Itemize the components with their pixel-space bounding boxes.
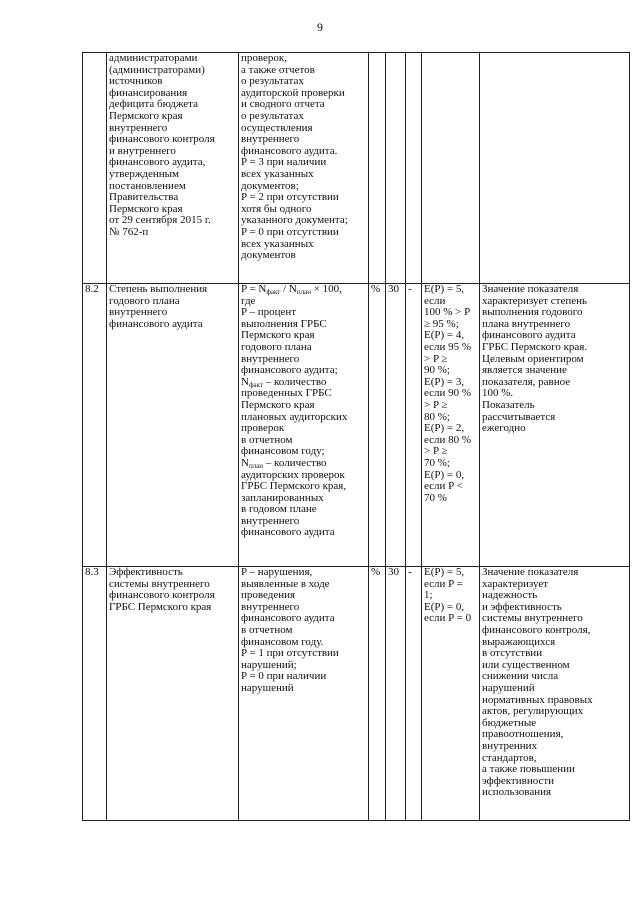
text-line: > P ≥ <box>424 352 448 365</box>
text-line: 90 %; <box>424 364 450 377</box>
cell-scale <box>422 284 480 567</box>
text-line: выражающихся <box>482 635 556 648</box>
text-line: если P = 0 <box>424 612 472 625</box>
text-line: P = 3 при наличии <box>241 156 327 169</box>
formula-nfact-definition <box>241 388 366 458</box>
cell-unit <box>369 53 386 284</box>
text-line: финансовом году. <box>241 635 324 648</box>
text-line: Пермского края <box>109 109 183 122</box>
cell-formula <box>239 567 369 821</box>
text-line: E(P) = 2, <box>424 422 465 435</box>
text-line: годового плана <box>241 340 312 353</box>
text-line: эффективности <box>482 774 555 787</box>
text-line: 80 %; <box>424 410 450 423</box>
cell-number: 8.2 <box>83 284 107 567</box>
text-line: характеризует <box>482 577 549 590</box>
text-line: системы внутреннего <box>482 612 583 625</box>
text-line: 1; <box>424 589 433 602</box>
table-row <box>83 53 630 284</box>
cell-description <box>480 53 630 284</box>
text-line: системы внутреннего <box>109 577 210 590</box>
text-line: в отчетном <box>241 433 293 446</box>
text-line: если P = <box>424 577 463 590</box>
text-line: и эффективность <box>482 600 562 613</box>
text-line: постановлением <box>109 179 186 192</box>
text-line: внутреннего <box>241 514 300 527</box>
text-line: финансового контроля <box>109 133 215 146</box>
text-line: если 90 % <box>424 387 472 400</box>
text-line: в отчетном <box>241 623 293 636</box>
text-line: показателя, равное <box>482 375 571 388</box>
text-line: плановых аудиторских <box>241 410 348 423</box>
text-line: бюджетные <box>482 716 537 729</box>
text-line: аудиторской проверки <box>241 86 345 99</box>
text-line: рассчитывается <box>482 410 556 423</box>
text-line: внутреннего <box>109 306 168 319</box>
text-line: если 95 % <box>424 340 472 353</box>
text-line: а также повышении <box>482 763 575 776</box>
cell-indicator-name <box>107 53 239 284</box>
text-line: E(P) = 4, <box>424 329 465 342</box>
text-line: Степень выполнения <box>109 283 208 295</box>
cell-number: 8.3 <box>83 567 107 821</box>
text-line: о результатах <box>241 109 304 122</box>
text-line: ГРБС Пермского края, <box>241 480 347 493</box>
text-line: 70 % <box>424 491 447 504</box>
text-line: E(P) = 3, <box>424 375 465 388</box>
text-line: запланированных <box>241 491 324 504</box>
text-line: характеризует степень <box>482 294 588 307</box>
text-line: внутреннего <box>109 121 168 134</box>
cell-scale <box>422 567 480 821</box>
formula-expression: $P = N_{факт} / N_{план} \times 100$, <box>241 283 342 296</box>
text-line: где <box>241 294 256 307</box>
text-line: хотя бы одного <box>241 202 312 215</box>
text-line: Значение показателя <box>482 283 579 295</box>
text-line: финансового аудита. <box>241 144 338 157</box>
text-line: финансового аудита <box>241 612 335 625</box>
text-line: а также отчетов <box>241 63 315 76</box>
text-line: Показатель <box>482 398 535 411</box>
text-line: правоотношения, <box>482 728 564 741</box>
cell-dash: - <box>406 567 422 821</box>
text-line: указанного документа; <box>241 214 348 227</box>
cell-number <box>83 53 107 284</box>
text-line: Целевым ориентиром <box>482 352 584 365</box>
text-line: дефицита бюджета <box>109 98 198 111</box>
text-line: ≥ 95 %; <box>424 317 459 330</box>
text-line: актов, регулирующих <box>482 705 584 718</box>
formula-nplan: $N_{план}$ – количество <box>241 456 327 470</box>
text-line: является значение <box>482 364 567 377</box>
text-line: Пермского края <box>241 329 315 342</box>
text-line: P = 0 при отсутствии <box>241 225 339 238</box>
text-line: или существенном <box>482 658 570 671</box>
text-line: > P ≥ <box>424 398 448 411</box>
text-line: P = 1 при отсутствии <box>241 647 339 660</box>
cell-unit: % <box>369 284 386 567</box>
text-line: Правительства <box>109 191 179 204</box>
text-line: внутренних <box>482 739 538 752</box>
text-line: выявленные в ходе <box>241 577 330 590</box>
text-line: осуществления <box>241 121 313 134</box>
text-line: если <box>424 294 446 307</box>
text-line: в отсутствии <box>482 647 543 660</box>
indicator-table <box>82 52 630 821</box>
cell-weight <box>386 53 406 284</box>
formula-nplan-definition <box>241 470 366 540</box>
text-line: финансовом году; <box>241 445 325 458</box>
text-line: E(P) = 5, <box>424 566 465 578</box>
cell-formula <box>239 284 369 567</box>
text-line: финансового аудита <box>109 317 203 330</box>
text-line: № 762-п <box>109 225 149 238</box>
text-line: выполнения годового <box>482 306 583 319</box>
text-line: нарушений <box>482 681 535 694</box>
cell-formula <box>239 53 369 284</box>
text-line: использования <box>482 786 552 799</box>
text-line: аудиторских проверок <box>241 468 345 481</box>
text-line: о результатах <box>241 75 304 88</box>
text-line: администраторами <box>109 52 198 64</box>
text-line: плана внутреннего <box>482 317 571 330</box>
text-line: от 29 сентября 2015 г. <box>109 214 211 227</box>
text-line: надежность <box>482 589 538 602</box>
text-line: в годовом плане <box>241 503 317 516</box>
text-line: P = 0 при наличии <box>241 670 327 683</box>
text-line: финансового контроля <box>109 589 215 602</box>
text-line: документов; <box>241 179 299 192</box>
text-line: документов <box>241 249 296 262</box>
text-line: Значение показателя <box>482 566 579 578</box>
text-line: 70 %; <box>424 456 450 469</box>
text-line: нарушений; <box>241 658 297 671</box>
text-line: внутреннего <box>241 600 300 613</box>
table-row <box>83 567 630 821</box>
formula-definitions <box>241 296 366 377</box>
text-line: E(P) = 0, <box>424 600 465 613</box>
text-line: всех указанных <box>241 237 314 250</box>
text-line: E(P) = 0, <box>424 468 465 481</box>
text-line: 100 %. <box>482 387 514 400</box>
cell-weight: 30 <box>386 567 406 821</box>
text-line: E(P) = 5, <box>424 283 465 295</box>
cell-scale <box>422 53 480 284</box>
cell-weight: 30 <box>386 284 406 567</box>
text-line: (администраторами) <box>109 63 205 76</box>
text-line: источников <box>109 75 163 88</box>
text-line: утвержденным <box>109 167 180 180</box>
text-line: проверок <box>241 422 285 435</box>
text-line: снижении числа <box>482 670 559 683</box>
text-line: ГРБС Пермского края. <box>482 340 588 353</box>
text-line: и внутреннего <box>109 144 176 157</box>
text-line: финансового аудита <box>482 329 576 342</box>
page-number: 9 <box>317 20 323 34</box>
text-line: стандартов, <box>482 751 537 764</box>
text-line: всех указанных <box>241 167 314 180</box>
formula-nfact: $N_{факт}$ – количество <box>241 375 327 389</box>
cell-dash <box>406 53 422 284</box>
text-line: если P < <box>424 480 463 493</box>
text-line: финансового аудита <box>241 526 335 539</box>
table-row <box>83 284 630 567</box>
text-line: Пермского края <box>109 202 183 215</box>
text-line: годового плана <box>109 294 180 307</box>
cell-description <box>480 284 630 567</box>
cell-indicator-name <box>107 284 239 567</box>
text-line: финансового аудита; <box>241 364 338 377</box>
text-line: финансирования <box>109 86 188 99</box>
text-line: проверок, <box>241 52 287 64</box>
text-line: ежегодно <box>482 422 526 435</box>
text-line: проведенных ГРБС <box>241 387 332 400</box>
text-line: 100 % > P <box>424 306 471 319</box>
text-line: нормативных правовых <box>482 693 593 706</box>
text-line: Эффективность <box>109 566 183 578</box>
text-line: P = 2 при отсутствии <box>241 191 339 204</box>
text-line: внутреннего <box>241 352 300 365</box>
text-line: P – процент <box>241 306 297 319</box>
text-line: внутреннего <box>241 133 300 146</box>
cell-indicator-name <box>107 567 239 821</box>
cell-dash: - <box>406 284 422 567</box>
text-line: ГРБС Пермского края <box>109 600 212 613</box>
text-line: нарушений <box>241 681 294 694</box>
text-line: финансового аудита, <box>109 156 206 169</box>
text-line: > P ≥ <box>424 445 448 458</box>
text-line: если 80 % <box>424 433 472 446</box>
text-line: и сводного отчета <box>241 98 325 111</box>
text-line: P – нарушения, <box>241 566 313 578</box>
text-line: выполнения ГРБС <box>241 317 327 330</box>
text-line: Пермского края <box>241 398 315 411</box>
cell-unit: % <box>369 567 386 821</box>
text-line: проведения <box>241 589 296 602</box>
cell-description <box>480 567 630 821</box>
text-line: финансового контроля, <box>482 623 591 636</box>
